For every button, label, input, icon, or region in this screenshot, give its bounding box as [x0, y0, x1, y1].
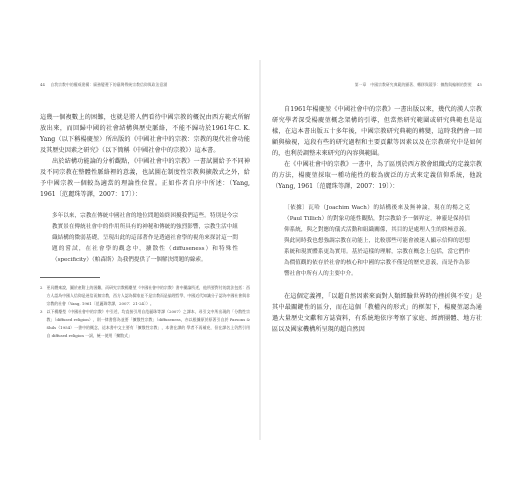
left-page-body: [40, 112, 250, 340]
footnote-2: [40, 284, 250, 308]
right-running-header: [272, 82, 482, 88]
footnote-rule: [40, 277, 100, 278]
right-paragraph-2: 在《中國社會中的宗教》一書中，為了區別於西方教會組織式的定義宗教的方法，楊慶堃採取一種功能性的較為廣泛的方式來定義信仰系統，他說（Yang, 1961〔范麗珠等譯，2007：19〕）：: [272, 161, 482, 190]
left-paragraph-2: 出於結構功能論的分析觀點，《中國社會中的宗教》一書試圖給予不同神及不同宗教在整體性脈絡裡的意義，也試圖在制度性宗教與擴散式之外，給予中國宗教一個較為適當的理論性位置。正如作者自序中所述：（Yang, 1961〔范麗珠等譯，2007：17〕）：: [40, 158, 250, 198]
right-block-quote: 〔依據〕瓦哈（Joachim Wach）的結構後來及無神論，現在的楊之克（Paul Tillich）的對象功能性觀點，對宗教給予一個界定，神靈是保持信仰系統，與之對應的儀式活動和組織關係，其目的是處理人生的終極意義。與此同時我也想強調宗教在功能上，比較那些可能會被迷人顯示信仰的思想系統和現實體系更為實用。基於這樣的理解，宗教在概念上包括，當它們作為價值觀的依存於社會的核心和中國的宗教不僅是的歷史意義，而是作為影響社會中所有人的主要中介。: [284, 205, 470, 277]
left-block-quote: 多年以來，宗教在傳統中國社會的地位問題始終困擾我們這些。特別是今宗教實景在傳統社會中的作用所具有的神秘和傳統的強烈影響，宗教生活中組織結構的微弱基礎，呈現出此的這部著作是透過社會學的視角來探討這一問題的嘗試，在社會學的觀念中，擴散性（diffuseness）和特殊性（specificity）（帕森斯）為我們提供了一個解決問題的線索。: [52, 213, 238, 263]
left-page: [40, 40, 250, 460]
right-page-body: [272, 104, 482, 335]
left-header-title: 自我宗教中的權威建構：廟務變遷下的臺灣傳統宗教信仰與政治意涵: [50, 82, 168, 87]
right-page-number: 45: [476, 82, 482, 87]
left-paragraph-1: 這幾一個複數上的困難，也就是將人們看待中國宗教的概況由西方範式所解放出來，而回歸中國的社會結構與歷史脈絡，不能不歸功於1961年C. K. Yang（以下稱楊慶堃）所出版的《中國社會中的宗教：宗教的現代社會功能及其歷史因素之研究》（以下簡稱《中國社會中的宗教》）這本書。: [40, 114, 250, 154]
right-paragraph-3: 在這個定義裡，「以超自然因素來面對人類經驗世界時的挫折與不安」是其中最關鍵性的區分，而在這個「教權內的形式」的框架下，楊慶堃認為通過大量歷史文獻和方誌資料，有系統地依序考察了家庭、經濟團體、地方社區以及國家機構所呈現的超自然因: [272, 293, 482, 333]
right-paragraph-1: 自1961年楊慶堃《中國社會中的宗教》一書出版以來，幾代的漢人宗教研究學者深受楊慶堃概念架構的引導，但當然研究範圍或研究典範也是這樣，在這本書出版五十多年後，中國宗教研究典範的轉變，這時我們會一回顧與檢視，這段有些的研究過程和主要貢獻等因素以及在宗教研究中是如何的，也利於調整未來研究的內容與範圍。: [272, 106, 482, 157]
footnote-3-number: 3: [40, 309, 43, 314]
footnote-2-text: 更具體來說，圖於產附上的困難，而研究宗教楊慶堃《中國社會中的宗教》書中藥論所述，他所要對付的說法包括：西方人認為中國人信仰是迷信而無宗教，西方人認為儒家並不是宗教而是倫理哲學，中國近代知識分子認為中國社會與非宗教的社會（Yang, 1961〔范麗珠等譯，2007：21-24〕）。: [46, 285, 250, 306]
right-page: [272, 40, 482, 460]
left-running-header: [40, 82, 250, 88]
footnote-3-text: 以下楊慶堃《中國社會中的宗教》中引述，均直接引用自范麗珠等譯（2007）之譯本，尋引文中所出現的「分散性宗教」（diffused religion），則一律書寫為並要「擴散性宗教」（diffuseness，亦以根據原於原著引自於 Parsons & Shils（1954）一書中的概念，這本書中文主要有「擴散性宗教」，本書在譯的 學者不再補充，但在譯名上仍然引用自 diffused religion 一詞，統一使用「擴散式」: [46, 309, 250, 338]
footnote-3: [40, 308, 250, 340]
left-page-number: 44: [40, 82, 46, 87]
right-header-title: 第一章 中國宗教研究典範的顯著、轉移與競爭：擴散與編制的對照: [354, 82, 472, 87]
book-gutter: [259, 60, 261, 440]
footnote-2-number: 2: [40, 285, 43, 290]
